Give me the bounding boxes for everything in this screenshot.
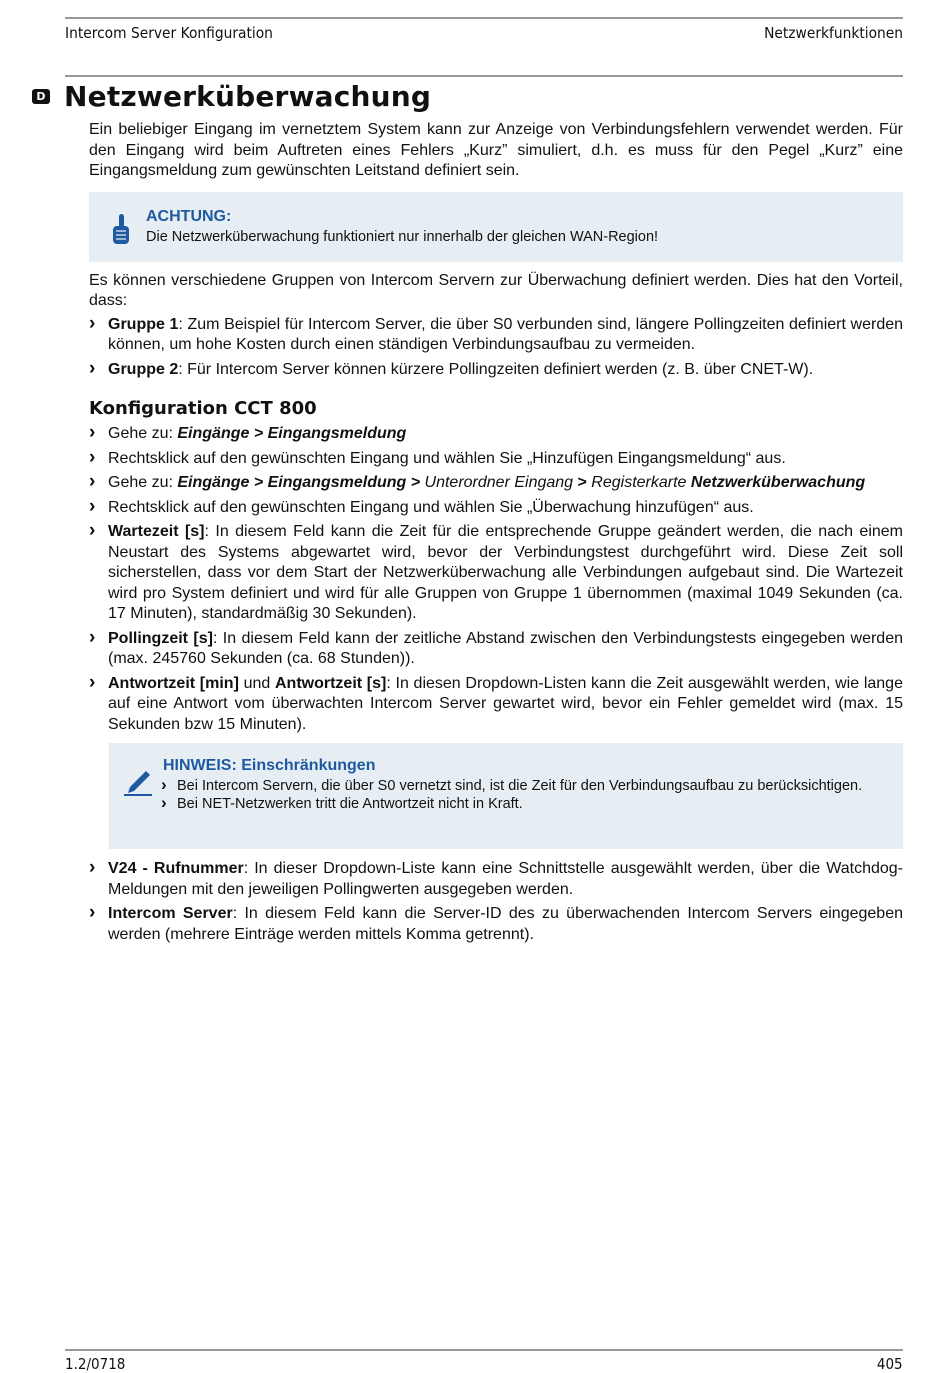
note-title: HINWEIS: Einschränkungen (163, 757, 376, 774)
field-label: Pollingzeit [s] (108, 629, 213, 647)
more-list (89, 859, 903, 945)
main-content (89, 120, 903, 945)
footer-version: 1.2/0718 (65, 1355, 126, 1373)
page-number: 405 (877, 1355, 903, 1373)
config-heading: Konfiguration CCT 800 (89, 398, 317, 419)
pointing-hand-icon (111, 214, 131, 251)
list-item: › Rechtsklick auf den gewünschten Eingang und wählen Sie „Überwachung hinzufügen“ aus. (89, 498, 903, 519)
language-badge: D (32, 89, 50, 104)
field-label: Antwortzeit [s] (275, 674, 387, 692)
tab-path: Netzwerküberwachung (690, 474, 866, 491)
note-box (109, 743, 903, 849)
list-item: › Wartezeit [s]: In diesem Feld kann die Zeit für die entsprechende Gruppe geändert werden, die nach einem Neustart des Systems abgewartet wird, bevor der Verbindungstest durchgeführt wird. Diese Zeit soll sicherstellen, dass vor dem Start der Netzwerküberwachung alle Verbindungen aufgebaut sind. Die Wartezeit wird pro System definiert und wird für alle Gruppen von Gruppe 1 übernommen (maximal 1049 Sekunden (ca. 17 Minuten), standardmäßig 30 Sekunden). (89, 522, 903, 625)
warning-text: Die Netzwerküberwachung funktioniert nur innerhalb der gleichen WAN-Region! (146, 228, 659, 245)
list-item: › Bei NET-Netzwerken tritt die Antwortzeit nicht in Kraft. (161, 795, 883, 813)
groups-list (89, 315, 903, 381)
warning-box (89, 192, 903, 262)
pencil-icon (122, 765, 154, 802)
menu-path: Eingänge > Eingangsmeldung > (177, 474, 421, 491)
header-chapter: Intercom Server Konfiguration (65, 24, 273, 42)
header-bottom-rule (65, 75, 903, 77)
list-item: › Rechtsklick auf den gewünschten Eingang und wählen Sie „Hinzufügen Eingangsmeldung“ aus. (89, 449, 903, 470)
list-item: › Gruppe 2: Für Intercom Server können kürzere Pollingzeiten definiert werden (z. B. über CNET-W). (89, 360, 903, 381)
field-label: Wartezeit [s] (108, 523, 205, 540)
list-item: › V24 - Rufnummer: In dieser Dropdown-Liste kann eine Schnittstelle ausgewählt werden, über die Watchdog-Meldungen mit den jeweiligen Pollingwerten ausgegeben werden. (89, 859, 903, 900)
field-label: V24 - Rufnummer (108, 860, 244, 877)
intro-paragraph: Ein beliebiger Eingang im vernetztem System kann zur Anzeige von Verbindungsfehlern verwendet werden. Für den Eingang wird beim Auftreten eines Fehlers „Kurz” simuliert, d.h. es muss für den Pegel „Kurz” eine Eingangsmeldung zum gewünschten Leitstand definiert sein. (89, 121, 903, 179)
list-item: › Gruppe 1: Zum Beispiel für Intercom Server, die über S0 verbunden sind, längere Pollingzeiten definiert werden können, um hohe Kosten durch einen ständigen Verbindungsaufbau zu vermeiden. (89, 315, 903, 356)
warning-title: ACHTUNG: (146, 207, 232, 225)
header-section: Netzwerkfunktionen (764, 24, 903, 42)
field-label: Antwortzeit [min] (108, 674, 239, 692)
list-item: › Bei Intercom Servern, die über S0 vernetzt sind, ist die Zeit für den Verbindungsaufbau zu berücksichtigen. (161, 777, 883, 795)
list-item: › Gehe zu: Eingänge > Eingangsmeldung (89, 424, 903, 445)
field-label: Intercom Server (108, 905, 233, 922)
note-list (161, 777, 883, 813)
group-label: Gruppe 2 (108, 360, 179, 378)
page-title: Netzwerküberwachung (64, 80, 432, 113)
groups-intro: Es können verschiedene Gruppen von Intercom Servern zur Überwachung definiert werden. Dies hat den Vorteil, dass: (89, 271, 903, 309)
list-item: › Gehe zu: Eingänge > Eingangsmeldung > Unterordner Eingang > Registerkarte Netzwerküberwachung (89, 473, 903, 494)
steps-list (89, 424, 903, 735)
list-item: › Pollingzeit [s]: In diesem Feld kann der zeitliche Abstand zwischen den Verbindungstests eingegeben werden (max. 245760 Sekunden (ca. 68 Stunden)). (89, 629, 903, 670)
menu-path: Eingänge > Eingangsmeldung (177, 425, 407, 442)
footer-rule (65, 1349, 903, 1351)
header-top-rule (65, 17, 903, 19)
list-item: › Antwortzeit [min] und Antwortzeit [s]: In diesen Dropdown-Listen kann die Zeit ausgewählt werden, wie lange auf eine Antwort vom überwachten Intercom Server gewartet wird, bevor ein Fehler gemeldet wird (max. 15 Sekunden bzw 15 Minuten). (89, 674, 903, 736)
list-item: › Intercom Server: In diesem Feld kann die Server-ID des zu überwachenden Intercom Servers eingegeben werden (mehrere Einträge werden mittels Komma getrennt). (89, 904, 903, 945)
group-label: Gruppe 1 (108, 315, 179, 333)
